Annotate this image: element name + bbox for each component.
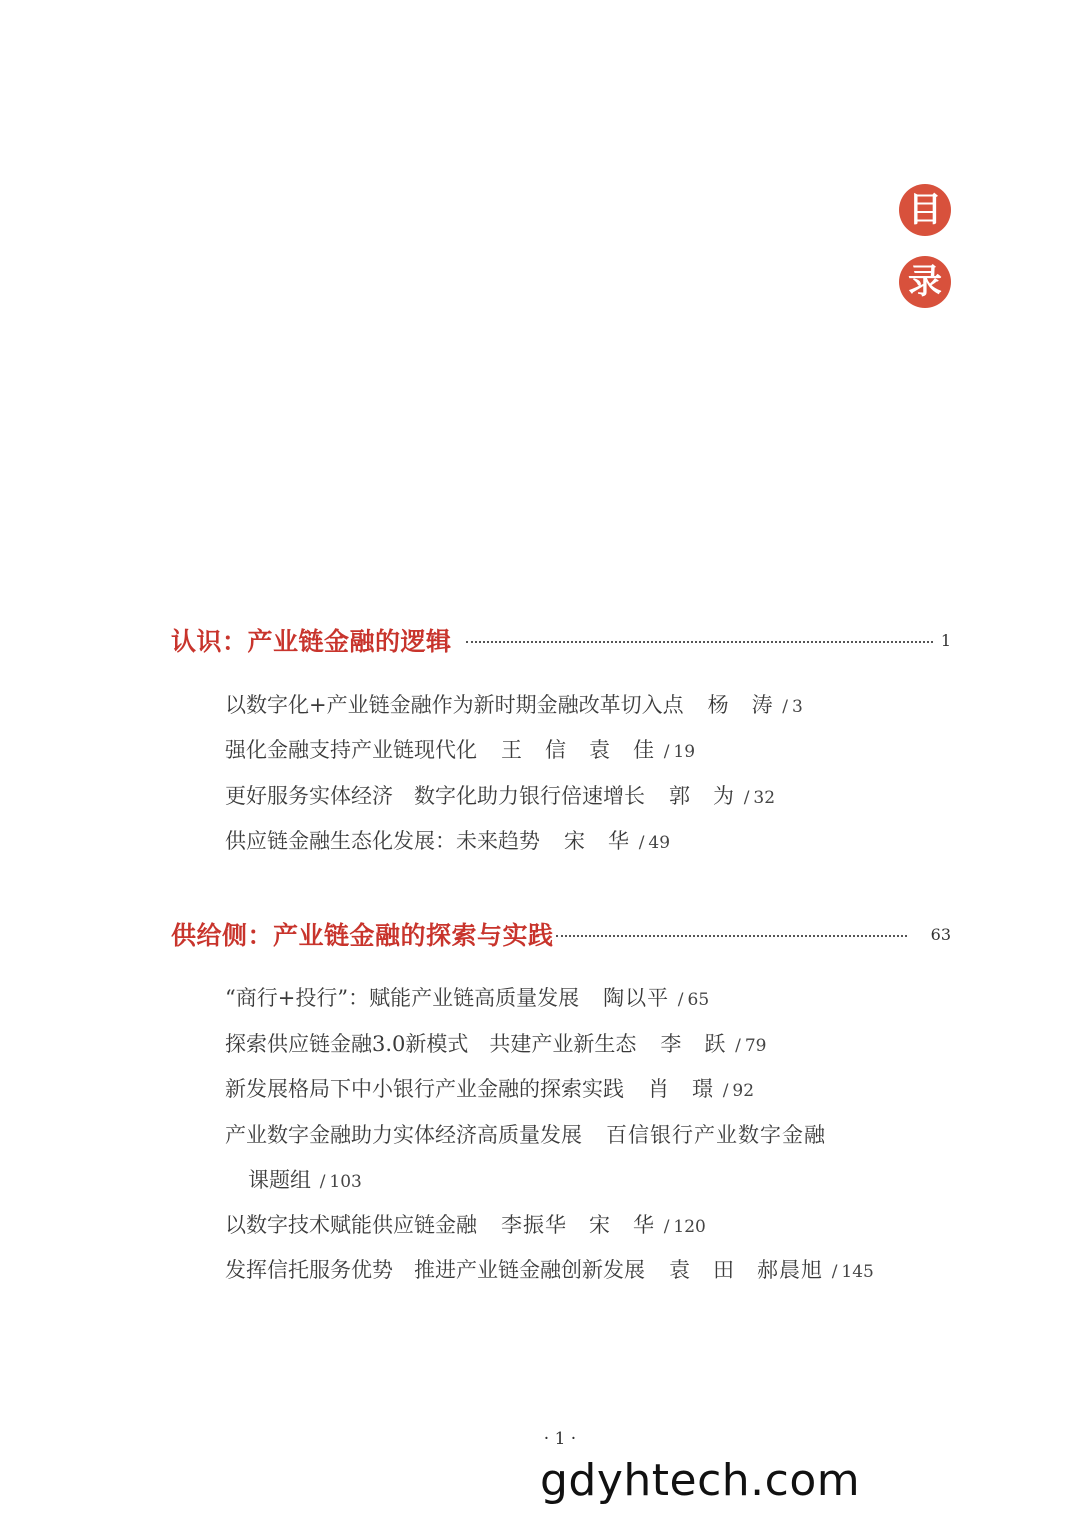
entry-title: 新发展格局下中小银行产业金融的探索实践	[225, 1077, 624, 1101]
entry-title: 以数字化+产业链金融作为新时期金融改革切入点	[225, 693, 684, 717]
toc-title-badge-lu: 录	[899, 256, 951, 308]
entry-author: 袁 田 郝晨旭	[669, 1258, 823, 1282]
entry-author: 陶以平	[603, 986, 670, 1010]
slash-separator: /	[663, 1217, 670, 1237]
entry-title: 供应链金融生态化发展：未来趋势	[225, 829, 540, 853]
toc-entry[interactable]	[225, 1120, 826, 1150]
slash-separator: /	[663, 742, 670, 762]
section-title: 认识：产业链金融的逻辑	[171, 627, 452, 656]
entry-page-number: 92	[732, 1081, 755, 1101]
toc-entry[interactable]	[225, 781, 775, 813]
entry-author-continued: 课题组	[248, 1168, 311, 1192]
toc-entry[interactable]	[225, 690, 803, 722]
entry-title: 探索供应链金融3.0新模式 共建产业新生态	[225, 1032, 637, 1056]
slash-separator: /	[831, 1262, 838, 1282]
entry-page-number: 120	[673, 1217, 706, 1237]
slash-separator: /	[735, 1036, 741, 1056]
entry-page-number: 65	[687, 990, 710, 1010]
section-page-number: 63	[930, 924, 951, 944]
slash-separator: /	[743, 788, 750, 808]
entry-page-number: 49	[648, 833, 671, 853]
dot-leader	[466, 641, 933, 643]
entry-author: 李 跃	[660, 1032, 727, 1056]
entry-author: 百信银行产业数字金融	[606, 1123, 826, 1147]
slash-separator: /	[782, 697, 789, 717]
toc-title-badge-mu: 目	[899, 184, 951, 236]
page-number: · 1 ·	[543, 1429, 577, 1449]
section-heading-1[interactable]	[171, 622, 951, 658]
watermark-text: gdyhtech.com	[540, 1455, 861, 1506]
entry-page-number: 19	[673, 742, 696, 762]
entry-page-number: 32	[753, 788, 776, 808]
entry-author: 宋 华	[564, 829, 630, 853]
toc-entry[interactable]	[225, 1210, 706, 1242]
section-title: 供给侧：产业链金融的探索与实践	[171, 921, 554, 950]
toc-entry[interactable]	[225, 826, 670, 858]
entry-title: “商行+投行”：赋能产业链高质量发展	[225, 986, 580, 1010]
entry-author: 李振华 宋 华	[501, 1213, 655, 1237]
entry-title: 产业数字金融助力实体经济高质量发展	[225, 1123, 582, 1147]
entry-title: 强化金融支持产业链现代化	[225, 738, 477, 762]
section-page-number: 1	[940, 630, 951, 650]
section-heading-2[interactable]	[171, 916, 951, 952]
entry-title: 更好服务实体经济 数字化助力银行倍速增长	[225, 784, 645, 808]
entry-title: 以数字技术赋能供应链金融	[225, 1213, 477, 1237]
entry-page-number: 103	[329, 1172, 362, 1192]
entry-author: 王 信 袁 佳	[501, 738, 655, 762]
toc-entry-continuation[interactable]	[248, 1165, 362, 1197]
toc-entry[interactable]	[225, 1255, 874, 1287]
toc-entry[interactable]	[225, 1029, 766, 1061]
slash-separator: /	[319, 1172, 326, 1192]
slash-separator: /	[638, 833, 645, 853]
entry-title: 发挥信托服务优势 推进产业链金融创新发展	[225, 1258, 645, 1282]
toc-entry[interactable]	[225, 1074, 754, 1106]
entry-page-number: 79	[744, 1036, 767, 1056]
dot-leader	[556, 935, 907, 937]
entry-author: 郭 为	[669, 784, 735, 808]
entry-author: 肖 璟	[648, 1077, 714, 1101]
slash-separator: /	[677, 990, 684, 1010]
toc-entry[interactable]	[225, 735, 695, 767]
entry-page-number: 3	[792, 697, 803, 717]
toc-entry[interactable]	[225, 983, 709, 1015]
slash-separator: /	[722, 1081, 729, 1101]
entry-page-number: 145	[841, 1262, 874, 1282]
entry-author: 杨 涛	[707, 693, 774, 717]
